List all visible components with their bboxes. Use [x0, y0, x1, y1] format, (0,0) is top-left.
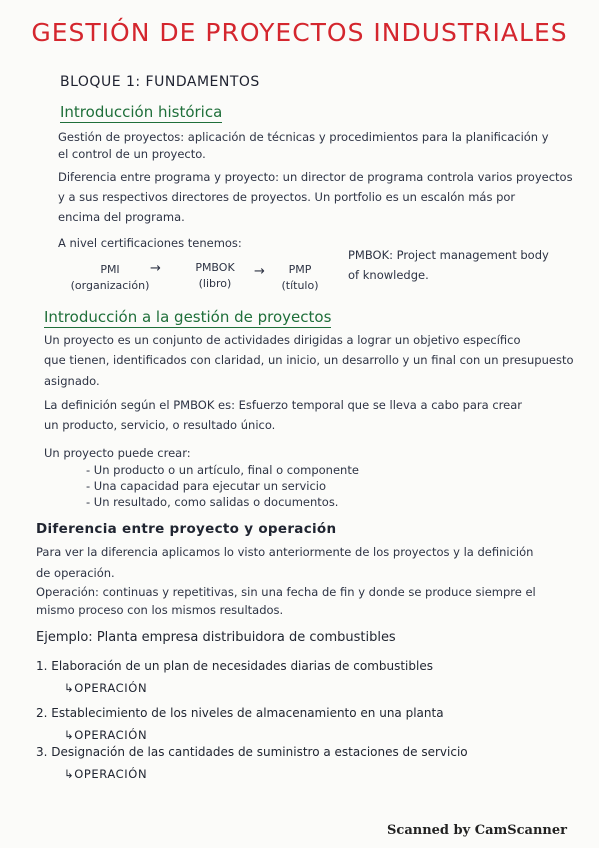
text-line: Diferencia entre programa y proyecto: un director de programa controla varios proyectos: [58, 170, 573, 184]
example-item: 1. Elaboración de un plan de necesidades diarias de combustibles: [36, 659, 433, 673]
pmbok-note: PMBOK: Project management body: [348, 248, 549, 262]
scanner-watermark: Scanned by CamScanner: [387, 823, 567, 838]
text-line: Un proyecto es un conjunto de actividades dirigidas a lograr un objetivo específico: [44, 333, 521, 347]
list-item: - Una capacidad para ejecutar un servicio: [86, 479, 327, 493]
list-item: - Un resultado, como salidas o documentos.: [86, 495, 339, 509]
section-heading-diferencia: Diferencia entre proyecto y operación: [36, 521, 337, 537]
operation-label: ↳OPERACIÓN: [64, 767, 148, 781]
text-line: A nivel certificaciones tenemos:: [58, 236, 242, 250]
arrow-icon: →: [254, 264, 265, 279]
cert-pmi: PMI (organización): [70, 263, 150, 292]
text-line: Operación: continuas y repetitivas, sin una fecha de fin y donde se produce siempre el: [36, 585, 536, 599]
section-heading-historica: Introducción histórica: [60, 103, 223, 121]
pmbok-note: of knowledge.: [348, 268, 429, 282]
page-title: GESTIÓN DE PROYECTOS INDUSTRIALES: [31, 18, 568, 47]
example-item: 3. Designación de las cantidades de suministro a estaciones de servicio: [36, 745, 468, 759]
text-line: que tienen, identificados con claridad, un inicio, un desarrollo y un final con un presupuesto: [44, 353, 574, 367]
cert-pmbok: PMBOK (libro): [195, 261, 235, 290]
example-item: 2. Establecimiento de los niveles de almacenamiento en una planta: [36, 706, 444, 720]
text-line: Para ver la diferencia aplicamos lo visto anteriormente de los proyectos y la definición: [36, 545, 534, 559]
arrow-icon: →: [150, 261, 161, 276]
text-line: mismo proceso con los mismos resultados.: [36, 603, 284, 617]
text-line: Un proyecto puede crear:: [44, 446, 191, 460]
text-line: el control de un proyecto.: [58, 147, 206, 161]
text-line: asignado.: [44, 374, 100, 388]
operation-label: ↳OPERACIÓN: [64, 681, 148, 695]
operation-label: ↳OPERACIÓN: [64, 728, 148, 742]
text-line: Gestión de proyectos: aplicación de técnicas y procedimientos para la planificación y: [58, 130, 549, 144]
cert-pmp: PMP (título): [281, 263, 319, 292]
text-line: encima del programa.: [58, 210, 185, 224]
example-heading: Ejemplo: Planta empresa distribuidora de combustibles: [36, 630, 396, 645]
section-heading-gestion: Introducción a la gestión de proyectos: [44, 308, 332, 326]
list-item: - Un producto o un artículo, final o componente: [86, 463, 359, 477]
text-line: de operación.: [36, 566, 115, 580]
text-line: un producto, servicio, o resultado único.: [44, 418, 276, 432]
text-line: La definición según el PMBOK es: Esfuerzo temporal que se lleva a cabo para crear: [44, 398, 523, 412]
block-heading: BLOQUE 1: FUNDAMENTOS: [60, 74, 260, 90]
text-line: y a sus respectivos directores de proyectos. Un portfolio es un escalón más por: [58, 190, 516, 204]
